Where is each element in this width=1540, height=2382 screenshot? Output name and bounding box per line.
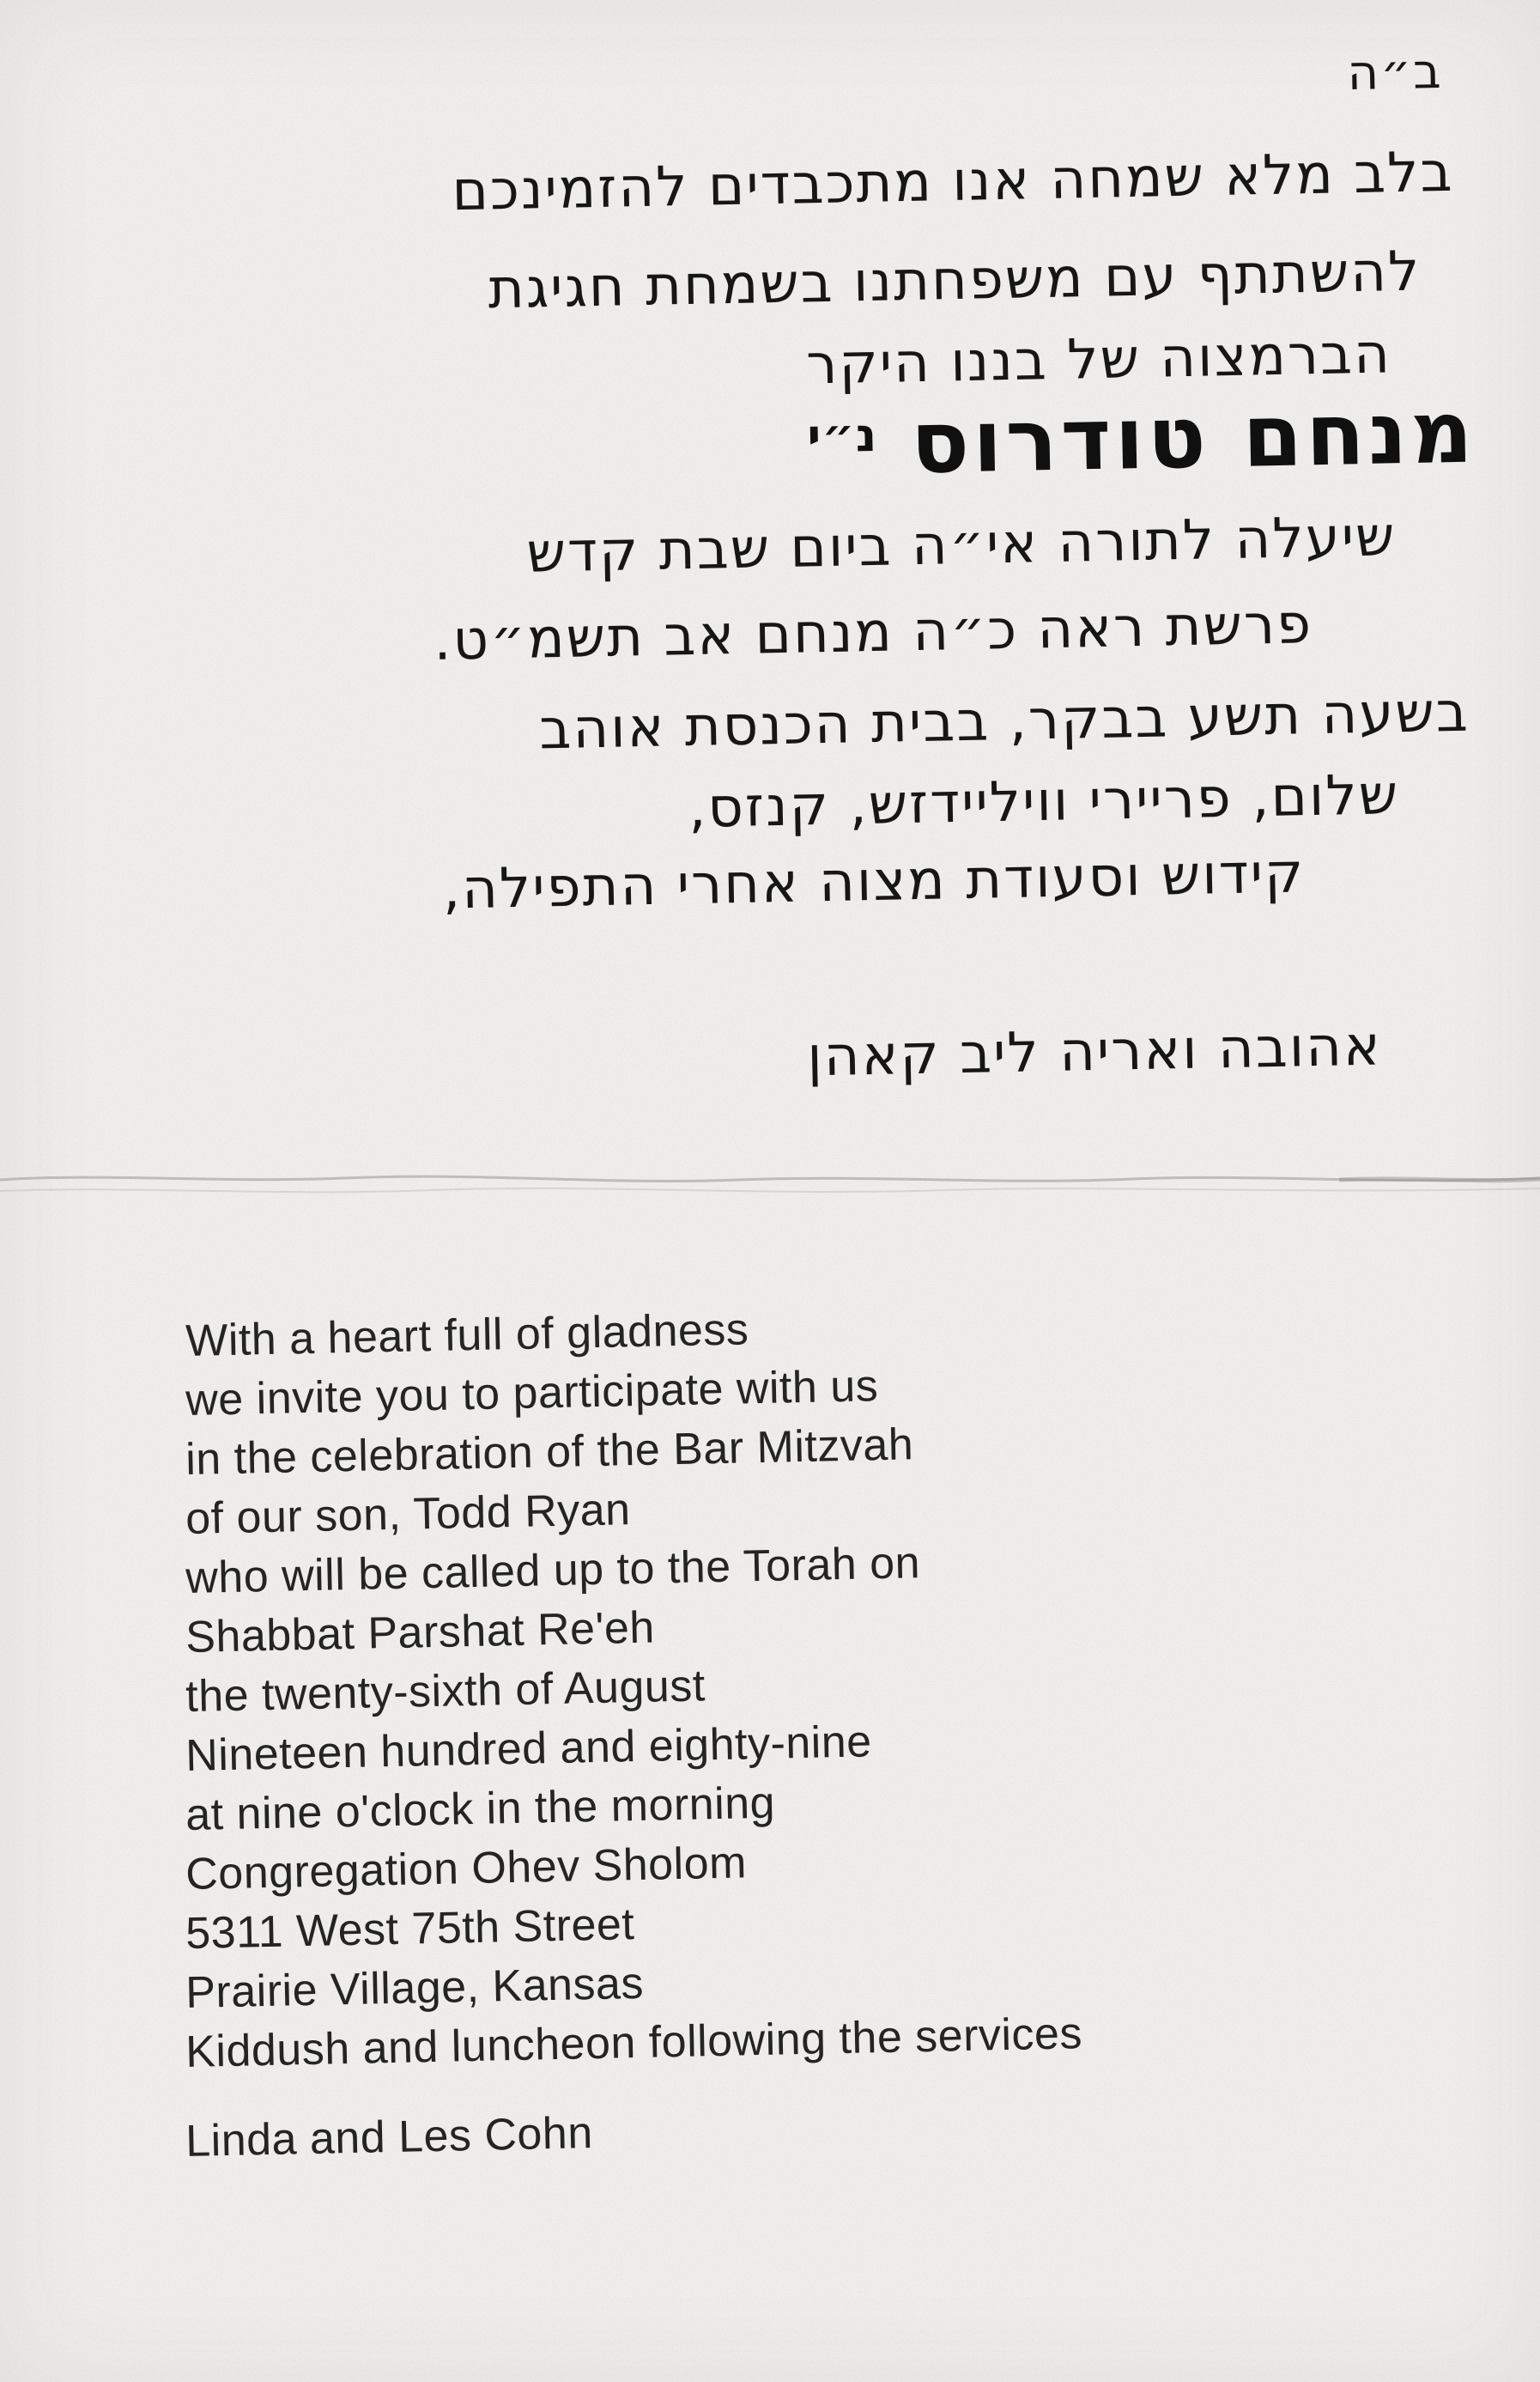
english-invitation-line: Kiddush and luncheon following the services: [185, 2008, 1083, 2078]
english-invitation-line: Shabbat Parshat Re'eh: [185, 1602, 656, 1663]
english-invitation-line: at nine o'clock in the morning: [185, 1777, 776, 1841]
hebrew-invite-line: שלום, פריירי וויליידזש, קנזס,: [688, 763, 1400, 841]
hebrew-invite-line: להשתתף עם משפחתנו בשמחת חגיגת: [487, 240, 1422, 322]
hebrew-invite-line: הברמצוה של בננו היקר: [805, 322, 1392, 398]
hebrew-invite-line: קידוש וסעודת מצוה אחרי התפילה,: [442, 842, 1306, 922]
english-invitation-line: who will be called up to the Torah on: [185, 1538, 921, 1604]
fold-crease-line: [0, 1176, 1540, 1181]
hebrew-invite-line: פרשת ראה כ״ה מנחם אב תשמ״ט.: [433, 592, 1313, 673]
english-invitation-line: the twenty-sixth of August: [185, 1661, 706, 1723]
hebrew-invite-line: בשעה תשע בבקר, בבית הכנסת אוהב: [538, 680, 1470, 763]
fold-crease-line-secondary: [0, 1188, 1540, 1192]
english-parents-signature: Linda and Les Cohn: [185, 2108, 594, 2167]
hebrew-name: מנחם טודרוס: [910, 381, 1477, 494]
hebrew-name-honorific-suffix: נ״י: [806, 407, 878, 464]
fold-crease: [0, 1176, 1540, 1192]
english-text-block: [185, 1304, 1083, 2172]
hebrew-parents-signature: אהובה ואריה ליב קאהן: [806, 1014, 1383, 1090]
english-invitation-line: we invite you to participate with us: [185, 1361, 879, 1426]
english-invitation-line: Prairie Village, Kansas: [185, 1958, 645, 2019]
english-invitation-line: With a heart full of gladness: [185, 1304, 749, 1367]
hebrew-bh-abbreviation: ב״ה: [1346, 43, 1444, 102]
bar-mitzvah-boy-name-hebrew: [806, 382, 1476, 495]
english-invitation-line: Congregation Ohev Sholom: [185, 1838, 748, 1900]
english-invitation-line: in the celebration of the Bar Mitzvah: [185, 1419, 914, 1486]
hebrew-invite-line: שיעלה לתורה אי״ה ביום שבת קדש: [525, 505, 1398, 586]
english-invitation-line: 5311 West 75th Street: [185, 1899, 635, 1960]
english-invitation-line: of our son, Todd Ryan: [185, 1485, 632, 1545]
hebrew-invite-line: בלב מלא שמחה אנו מתכבדים להזמינכם: [451, 140, 1455, 224]
english-invitation-line: Nineteen hundred and eighty-nine: [185, 1717, 873, 1782]
fold-crease-dark-segment: [1339, 1179, 1540, 1181]
